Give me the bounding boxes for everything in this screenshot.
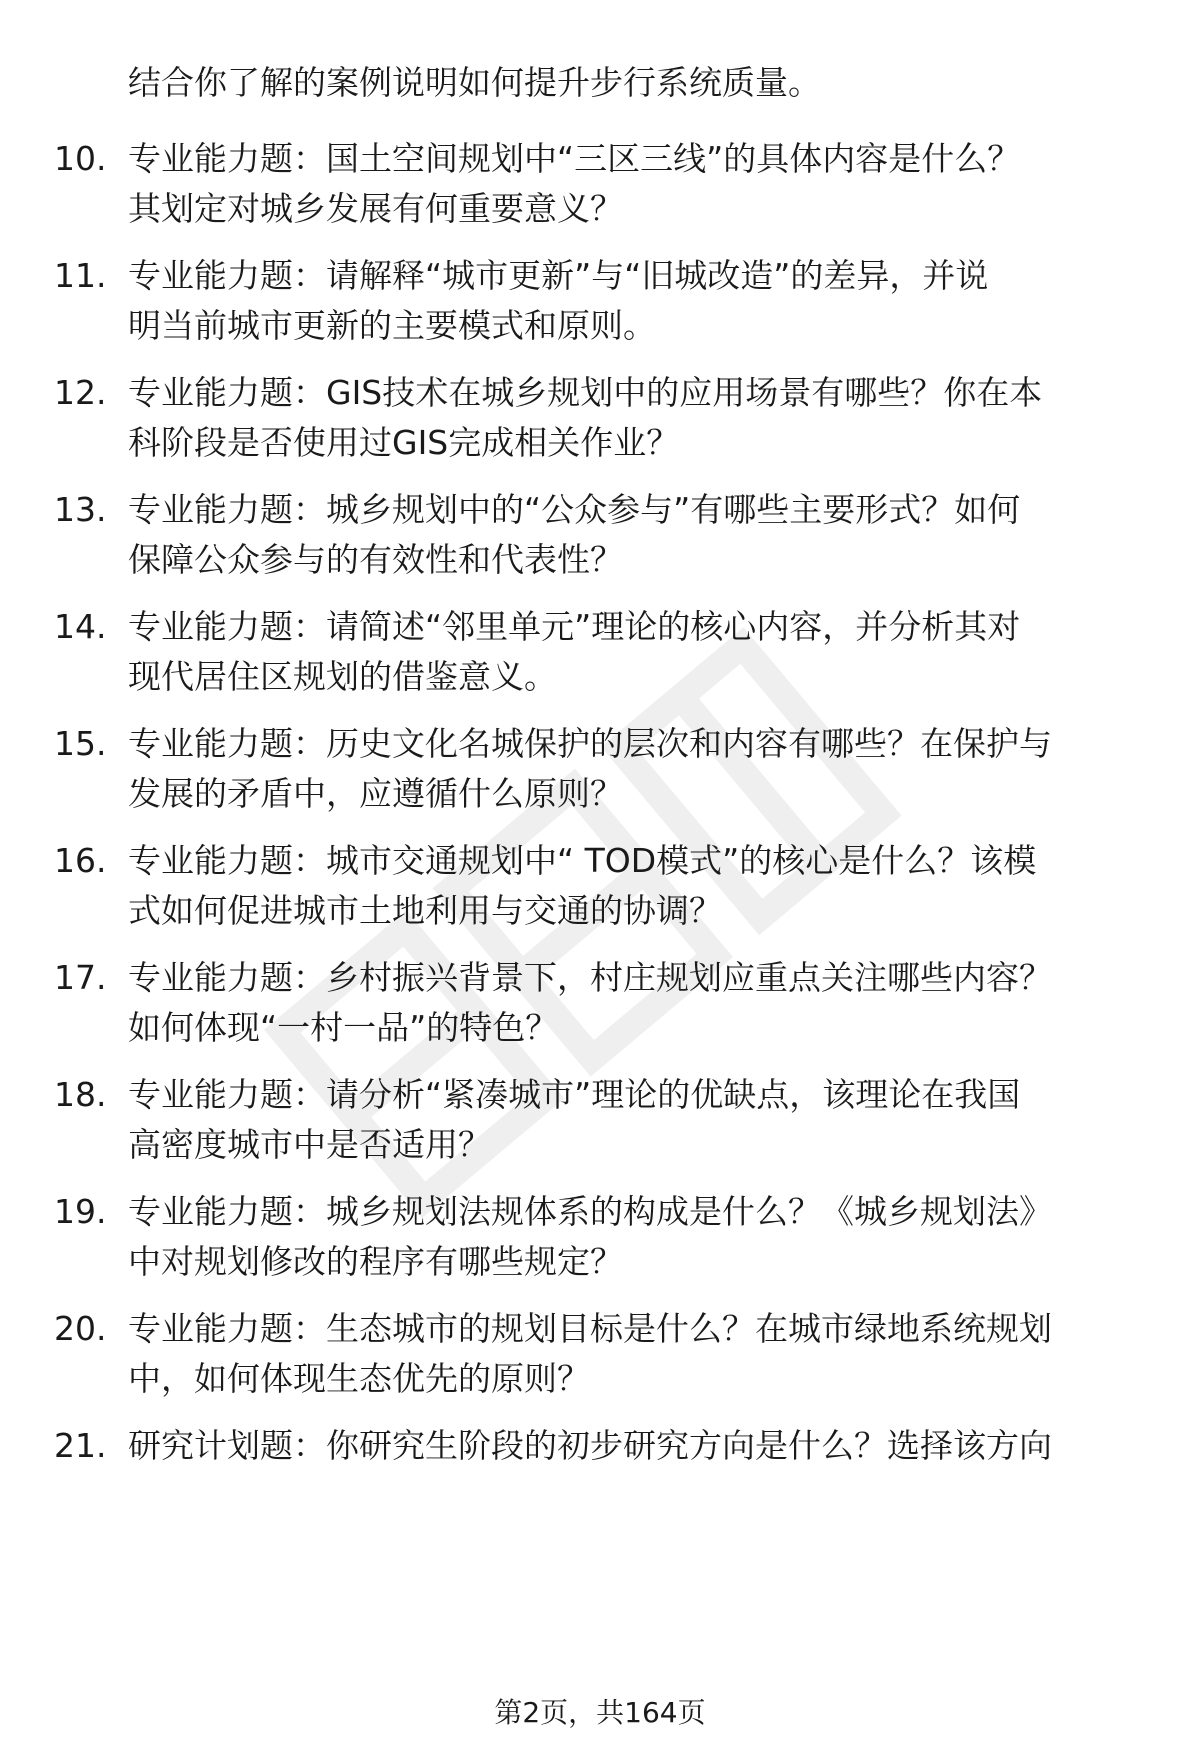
question-number: 13. xyxy=(54,490,107,529)
question-number: 11. xyxy=(54,256,107,295)
question-line-1: 专业能力题：乡村振兴背景下，村庄规划应重点关注哪些内容？ xyxy=(128,958,1052,997)
question-line-1: 专业能力题：请简述“邻里单元”理论的核心内容，并分析其对 xyxy=(128,607,1021,646)
question-number: 17. xyxy=(54,958,107,997)
question-line-2: 发展的矛盾中，应遵循什么原则？ xyxy=(128,774,623,813)
page-footer: 第2页，共164页 xyxy=(494,1696,706,1729)
question-line-2: 式如何促进城市土地利用与交通的协调？ xyxy=(128,891,722,930)
question-line-2: 保障公众参与的有效性和代表性？ xyxy=(128,540,623,579)
question-line-1: 专业能力题：城乡规划法规体系的构成是什么？《城乡规划法》 xyxy=(128,1192,1052,1231)
question-line-2: 中对规划修改的程序有哪些规定？ xyxy=(128,1242,623,1281)
question-line-1: 专业能力题：GIS技术在城乡规划中的应用场景有哪些？你在本 xyxy=(128,373,1043,412)
question-line-1: 专业能力题：历史文化名城保护的层次和内容有哪些？在保护与 xyxy=(128,724,1052,763)
question-number: 15. xyxy=(54,724,107,763)
question-line-2: 高密度城市中是否适用？ xyxy=(128,1125,491,1164)
question-line-2: 现代居住区规划的借鉴意义。 xyxy=(128,657,557,696)
question-line-1: 专业能力题：请分析“紧凑城市”理论的优缺点，该理论在我国 xyxy=(128,1075,1021,1114)
question-line-1: 研究计划题：你研究生阶段的初步研究方向是什么？选择该方向 xyxy=(128,1426,1052,1465)
question-line-1: 专业能力题：城市交通规划中“ TOD模式”的核心是什么？该模 xyxy=(128,841,1037,880)
question-line-2: 其划定对城乡发展有何重要意义？ xyxy=(128,189,623,228)
question-line-1: 专业能力题：请解释“城市更新”与“旧城改造”的差异，并说 xyxy=(128,256,989,295)
question-line-2: 如何体现“一村一品”的特色？ xyxy=(128,1008,559,1047)
question-number: 18. xyxy=(54,1075,107,1114)
question-number: 20. xyxy=(54,1309,107,1348)
question-line-2: 科阶段是否使用过GIS完成相关作业？ xyxy=(128,423,680,462)
question-number: 21. xyxy=(54,1426,107,1465)
question-number: 16. xyxy=(54,841,107,880)
question-line-1: 专业能力题：城乡规划中的“公众参与”有哪些主要形式？如何 xyxy=(128,490,1021,529)
question-line-2: 中，如何体现生态优先的原则？ xyxy=(128,1359,590,1398)
question-number: 12. xyxy=(54,373,107,412)
question-line-2: 明当前城市更新的主要模式和原则。 xyxy=(128,306,656,345)
question-number: 10. xyxy=(54,139,107,178)
continuation-text: 结合你了解的案例说明如何提升步行系统质量。 xyxy=(128,63,821,102)
question-line-1: 专业能力题：生态城市的规划目标是什么？在城市绿地系统规划 xyxy=(128,1309,1052,1348)
question-number: 14. xyxy=(54,607,107,646)
question-line-1: 专业能力题：国土空间规划中“三区三线”的具体内容是什么？ xyxy=(128,139,1021,178)
question-number: 19. xyxy=(54,1192,107,1231)
